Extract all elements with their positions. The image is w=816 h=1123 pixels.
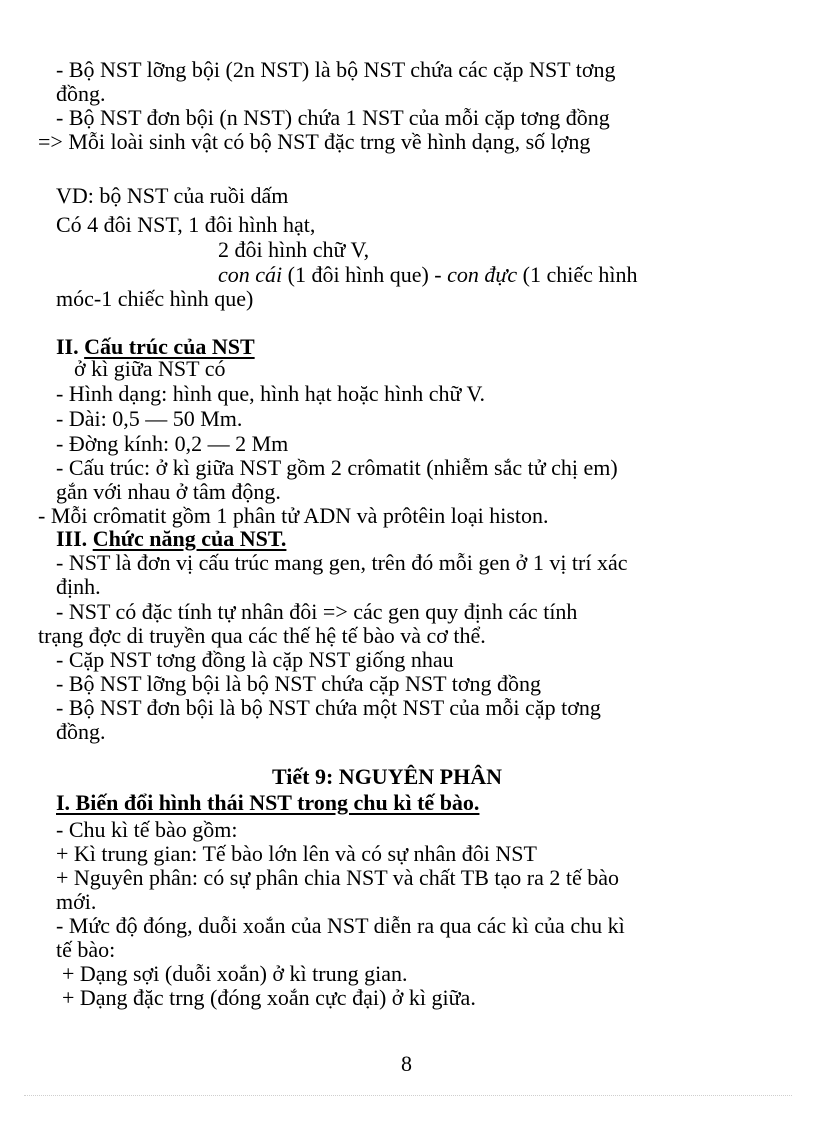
- text-line: - Bộ NST lỡng bội (2n NST) là bộ NST chứa các cặp NST tơng: [56, 57, 616, 82]
- text-line: - Mức độ đóng, duỗi xoắn của NST diễn ra qua các kì của chu kì: [56, 913, 625, 938]
- text-line: - Bộ NST đơn bội (n NST) chứa 1 NST của mỗi cặp tơng đồng: [56, 105, 610, 130]
- text-line: - Bộ NST lỡng bội là bộ NST chứa cặp NST tơng đồng: [56, 671, 541, 696]
- text-line: đồng.: [56, 719, 106, 744]
- text-line: tế bào:: [56, 937, 116, 962]
- page-divider: [24, 1095, 792, 1096]
- text-line: - NST có đặc tính tự nhân đôi => các gen quy định các tính: [56, 599, 578, 624]
- text-span: (1 chiếc hình: [517, 262, 638, 287]
- heading-title: Chức năng của NST.: [92, 526, 287, 551]
- text-line: - Đờng kính: 0,2 — 2 Mm: [56, 431, 289, 456]
- text-line: đồng.: [56, 81, 106, 106]
- text-line-example: [56, 184, 288, 208]
- text-line-mixed: [218, 263, 638, 287]
- italic-term: con đực: [447, 262, 518, 287]
- text-line: - Cặp NST tơng đồng là cặp NST giống nhau: [56, 647, 454, 672]
- text-line: định.: [56, 574, 101, 599]
- text-line: + Dạng đặc trng (đóng xoắn cực đại) ở kì giữa.: [62, 985, 476, 1010]
- heading-number: III.: [56, 526, 93, 551]
- text-line: + Nguyên phân: có sự phân chia NST và chất TB tạo ra 2 tế bào: [56, 865, 619, 890]
- section-heading-3: [56, 527, 286, 551]
- text-line: - NST là đơn vị cấu trúc mang gen, trên đó mỗi gen ở 1 vị trí xác: [56, 550, 628, 575]
- text-line: móc-1 chiếc hình que): [56, 286, 254, 311]
- text-line: trạng đợc di truyền qua các thế hệ tế bào và cơ thể.: [38, 623, 486, 648]
- heading-title: Cấu trúc của NST: [84, 334, 255, 359]
- example-text: bộ NST của ruồi dấm: [99, 183, 289, 208]
- italic-term: con cái: [218, 262, 283, 287]
- text-line: - Dài: 0,5 — 50 Mm.: [56, 406, 243, 431]
- text-line: + Dạng sợi (duỗi xoắn) ở kì trung gian.: [62, 961, 408, 986]
- section-heading-4: I. Biến đổi hình thái NST trong chu kì tế bào.: [56, 790, 480, 815]
- text-line: gắn với nhau ở tâm động.: [56, 479, 281, 504]
- text-line: mới.: [56, 889, 97, 914]
- text-span: (1 đôi hình que) -: [282, 262, 448, 287]
- text-line: + Kì trung gian: Tế bào lớn lên và có sự nhân đôi NST: [56, 841, 537, 866]
- text-line: - Mỗi crômatit gồm 1 phân tử ADN và prôtêin loại histon.: [38, 503, 549, 528]
- text-line: ở kì giữa NST có: [74, 356, 226, 381]
- lesson-title: Tiết 9: NGUYÊN PHÂN: [272, 764, 502, 789]
- text-line: - Hình dạng: hình que, hình hạt hoặc hình chữ V.: [56, 381, 486, 406]
- page-number: 8: [401, 1051, 412, 1076]
- text-line: - Chu kì tế bào gồm:: [56, 817, 238, 842]
- text-line: Có 4 đôi NST, 1 đôi hình hạt,: [56, 212, 316, 237]
- example-label: VD:: [56, 183, 94, 208]
- text-line: - Bộ NST đơn bội là bộ NST chứa một NST của mỗi cặp tơng: [56, 695, 601, 720]
- text-line: - Cấu trúc: ở kì giữa NST gồm 2 crômatit (nhiễm sắc tử chị em): [56, 455, 618, 480]
- text-line: => Mỗi loài sinh vật có bộ NST đặc trng về hình dạng, số lợng: [38, 129, 591, 154]
- heading-number: II.: [56, 334, 85, 359]
- text-line: 2 đôi hình chữ V,: [218, 237, 370, 262]
